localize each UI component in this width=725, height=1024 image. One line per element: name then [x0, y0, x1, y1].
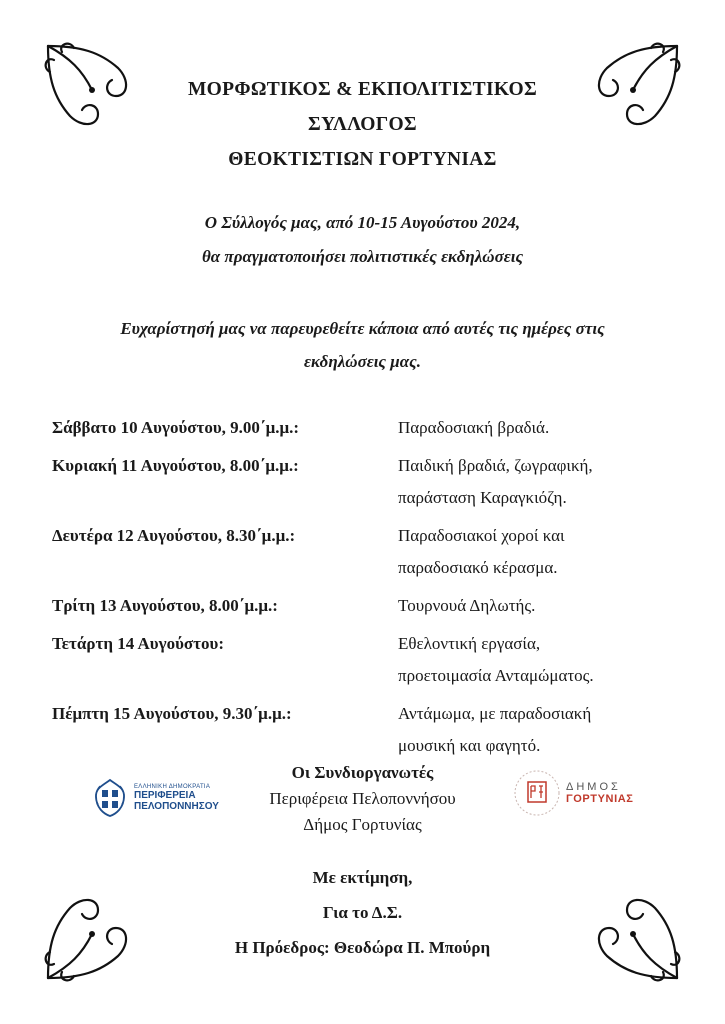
schedule-row: [52, 590, 672, 622]
description-line: Αντάμωμα, με παραδοσιακή: [398, 704, 592, 723]
organizers-heading: Οι Συνδιοργανωτές: [291, 763, 434, 782]
schedule-day: Τρίτη 13 Αυγούστου, 8.00΄μ.μ.:: [52, 596, 278, 615]
description-line: μουσική και φαγητό.: [398, 736, 541, 755]
closing-line: Με εκτίμηση,: [312, 868, 413, 887]
intro-text: [0, 206, 725, 274]
logo-small-text: ΕΛΛΗΝΙΚΗ ΔΗΜΟΚΡΑΤΙΑ: [134, 784, 211, 790]
schedule-row: [52, 412, 672, 444]
municipality-logo-text: [566, 781, 634, 805]
logo-text-line: ΠΕΡΙΦΕΡΕΙΑ: [134, 790, 196, 801]
welcome-text: [60, 312, 665, 378]
title-line: ΣΥΛΛΟΓΟΣ: [308, 114, 417, 135]
municipality-seal-icon: [512, 768, 562, 818]
schedule-description: [398, 590, 672, 622]
schedule-row: [52, 698, 672, 762]
description-line: προετοιμασία Ανταμώματος.: [398, 666, 594, 685]
intro-line: θα πραγματοποιήσει πολιτιστικές εκδηλώσεις: [201, 247, 524, 266]
schedule-day: Σάββατο 10 Αυγούστου, 9.00΄μ.μ.:: [52, 418, 300, 437]
logo-text-line: ΠΕΛΟΠΟΝΝΗΣΟΥ: [134, 801, 219, 812]
closing-line: Η Πρόεδρος: Θεοδώρα Π. Μπούρη: [234, 938, 491, 957]
closing-signature: [0, 860, 725, 965]
schedule-day: Τετάρτη 14 Αυγούστου:: [52, 634, 224, 653]
description-line: Παραδοσιακοί χοροί και: [398, 526, 565, 545]
schedule-description: [398, 698, 672, 762]
logo-text-line: ΔΗΜΟΣ: [566, 781, 621, 793]
welcome-line: Ευχαρίστησή μας να παρευρεθείτε κάποια από αυτές τις ημέρες στις: [120, 319, 605, 338]
event-schedule: [52, 412, 672, 768]
welcome-line: εκδηλώσεις μας.: [304, 352, 421, 371]
schedule-row: [52, 628, 672, 692]
schedule-day: Κυριακή 11 Αυγούστου, 8.00΄μ.μ.:: [52, 456, 299, 475]
logo-text-line: ΓΟΡΤΥΝΙΑΣ: [566, 793, 634, 805]
title-line: ΜΟΡΦΩΤΙΚΟΣ & ΕΚΠΟΛΙΤΙΣΤΙΚΟΣ: [187, 79, 538, 100]
schedule-row: [52, 520, 672, 584]
description-line: παράσταση Καραγκιόζη.: [398, 488, 567, 507]
title-line: ΘΕΟΚΤΙΣΤΙΩΝ ΓΟΡΤΥΝΙΑΣ: [228, 149, 497, 170]
gortynia-municipality-logo: [512, 768, 634, 818]
closing-line: Για το Δ.Σ.: [322, 903, 403, 922]
organizer-line: Περιφέρεια Πελοποννήσου: [269, 789, 456, 808]
description-line: Παιδική βραδιά, ζωγραφική,: [398, 456, 593, 475]
intro-line: Ο Σύλλογός μας, από 10-15 Αυγούστου 2024,: [204, 213, 521, 232]
schedule-row: [52, 450, 672, 514]
schedule-description: [398, 450, 672, 514]
description-line: Τουρνουά Δηλωτής.: [398, 596, 536, 615]
description-line: Παραδοσιακή βραδιά.: [398, 418, 550, 437]
schedule-description: [398, 412, 672, 444]
schedule-day: Δευτέρα 12 Αυγούστου, 8.30΄μ.μ.:: [52, 526, 296, 545]
description-line: παραδοσιακό κέρασμα.: [398, 558, 558, 577]
schedule-description: [398, 520, 672, 584]
description-line: Εθελοντική εργασία,: [398, 634, 541, 653]
schedule-description: [398, 628, 672, 692]
organizer-line: Δήμος Γορτυνίας: [303, 815, 422, 834]
schedule-day: Πέμπτη 15 Αυγούστου, 9.30΄μ.μ.:: [52, 704, 292, 723]
association-title: [0, 72, 725, 177]
